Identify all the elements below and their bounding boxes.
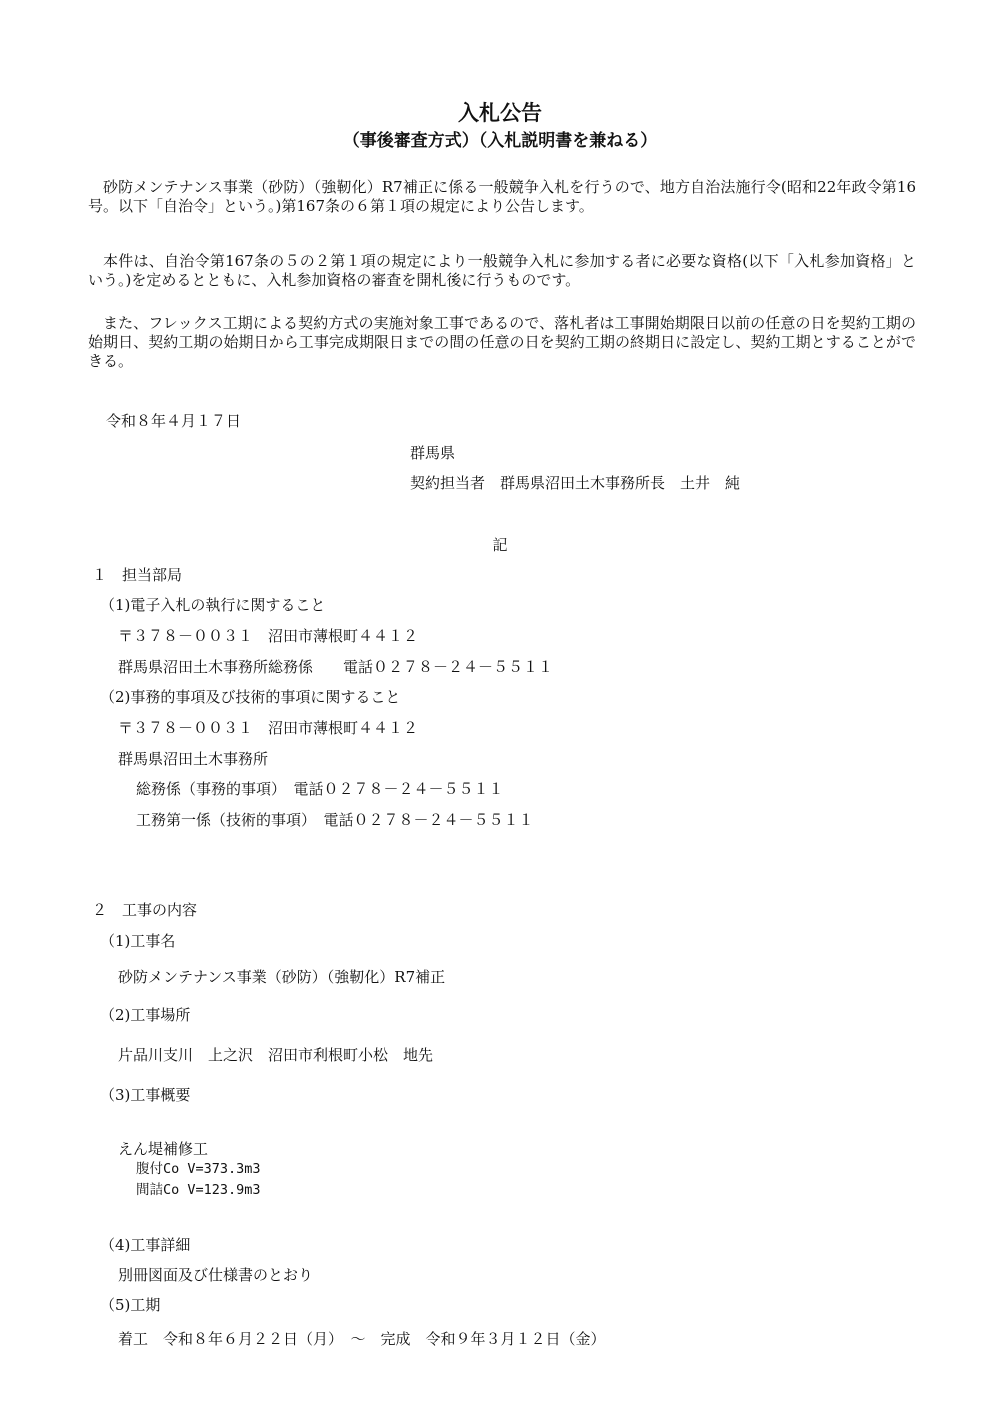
work-place-value: 片品川支川 上之沢 沼田市利根町小松 地先: [118, 1046, 434, 1064]
section1-heading: １ 担当部局: [92, 566, 183, 584]
section1-item1-label: （1)電子入札の執行に関すること: [100, 596, 326, 614]
work-name-label: （1)工事名: [100, 932, 176, 950]
section1-item2-contact-technical: 工務第一係（技術的事項） 電話０２７８－２４－５５１１: [136, 811, 534, 829]
issuer-prefecture: 群馬県: [410, 444, 456, 462]
section2-heading: ２ 工事の内容: [92, 901, 198, 919]
intro-paragraph: 砂防メンテナンス事業（砂防）（強靭化）R7補正に係る一般競争入札を行うので、地方自治法施行令(昭和22年政令第16号。以下「自治令」という。)第167条の６第１項の規定により公告します。: [88, 178, 916, 215]
work-detail-label: （4)工事詳細: [100, 1236, 191, 1254]
work-period-value: 着工 令和８年６月２２日（月） ～ 完成 令和９年３月１２日（金）: [118, 1330, 606, 1348]
section1-item1-office: 群馬県沼田土木事務所総務係 電話０２７８－２４－５５１１: [118, 658, 554, 676]
page-subtitle: （事後審査方式）（入札説明書を兼ねる）: [342, 131, 658, 151]
work-name-value: 砂防メンテナンス事業（砂防）（強靭化）R7補正: [118, 968, 446, 986]
work-place-label: （2)工事場所: [100, 1006, 191, 1024]
section1-item2-label: （2)事務的事項及び技術的事項に関すること: [100, 688, 401, 706]
work-summary-title: えん堤補修工: [118, 1140, 209, 1158]
work-period-label: （5)工期: [100, 1296, 161, 1314]
notice-date: 令和８年４月１７日: [106, 412, 242, 430]
work-summary-line2: 間詰Co V=123.9m3: [136, 1182, 261, 1198]
work-summary-line1: 腹付Co V=373.3m3: [136, 1161, 261, 1177]
qualification-paragraph: 本件は、自治令第167条の５の２第１項の規定により一般競争入札に参加する者に必要な資格(以下「入札参加資格」という。)を定めるとともに、入札参加資格の審査を開札後に行うものです。: [88, 252, 916, 289]
ki-marker: 記: [492, 536, 508, 554]
work-detail-value: 別冊図面及び仕様書のとおり: [118, 1266, 314, 1284]
flex-period-paragraph: また、フレックス工期による契約方式の実施対象工事であるので、落札者は工事開始期限日以前の任意の日を契約工期の始期日、契約工期の始期日から工事完成期限日までの間の任意の日を契約工期の終期日に設定し、契約工期とすることができる。: [88, 314, 916, 370]
section1-item2-address: 〒３７８－００３１ 沼田市薄根町４４１２: [118, 719, 419, 737]
section1-item2-office: 群馬県沼田土木事務所: [118, 750, 269, 768]
section1-item2-contact-general: 総務係（事務的事項） 電話０２７８－２４－５５１１: [136, 780, 504, 798]
page-title: 入札公告: [458, 100, 542, 125]
work-summary-label: （3)工事概要: [100, 1086, 191, 1104]
issuer-officer: 契約担当者 群馬県沼田土木事務所長 土井 純: [410, 474, 741, 492]
section1-item1-address: 〒３７８－００３１ 沼田市薄根町４４１２: [118, 627, 419, 645]
